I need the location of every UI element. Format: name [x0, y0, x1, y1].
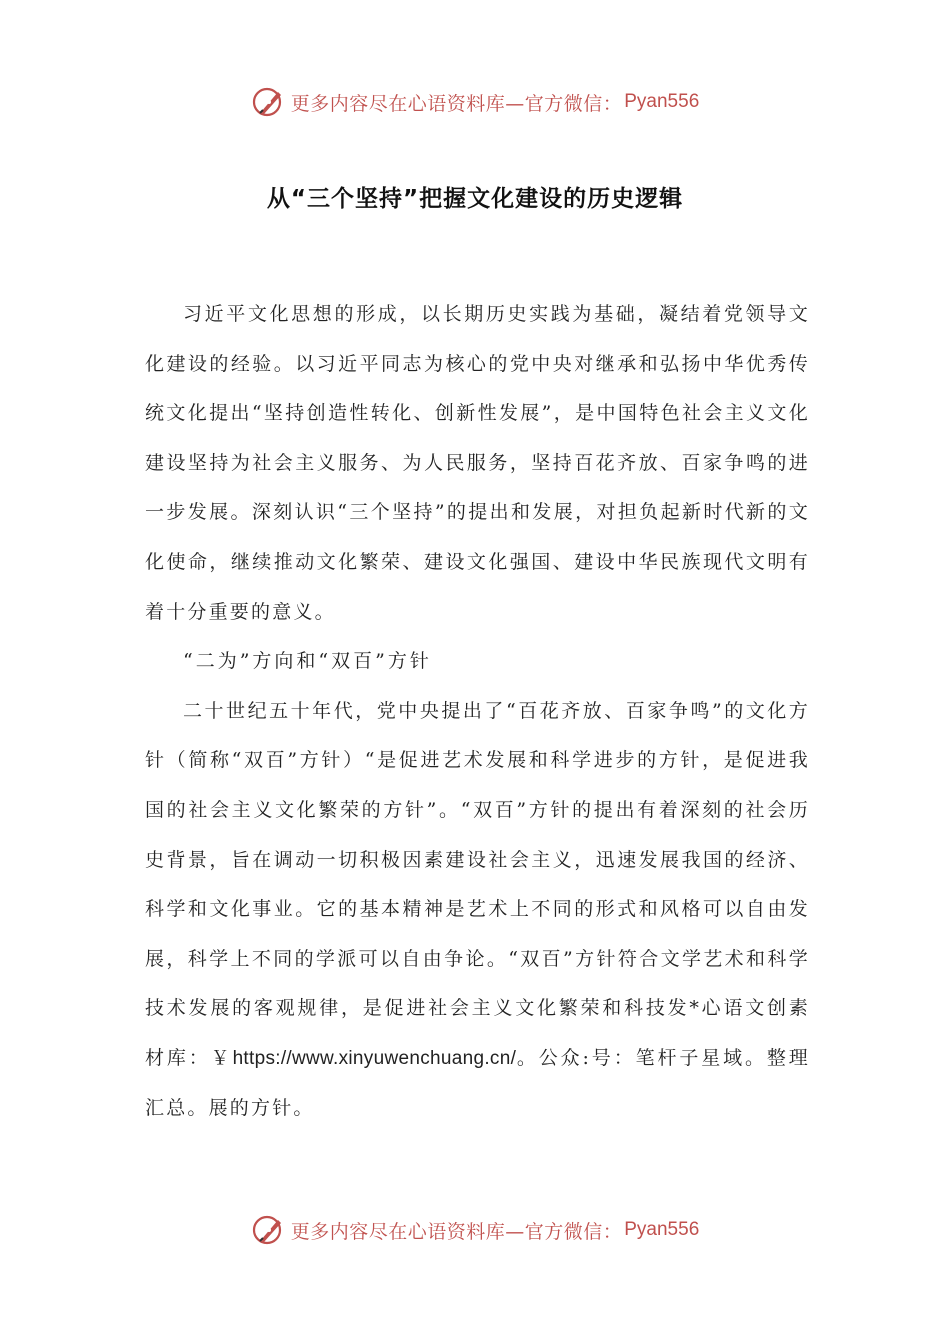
watermark-url[interactable]: https://www.xinyuwenchuang.cn/ [232, 1047, 517, 1069]
section-heading: “二为”方向和“双百”方针 [183, 650, 432, 673]
quill-logo-icon [251, 1212, 287, 1248]
paragraph-text: 二十世纪五十年代，党中央提出了“百花齐放、百家争鸣”的文化方针（简称“双百”方针）“是促进艺术发展和科学进步的方针，是促进我国的社会主义文化繁荣的方针”。“双百”方针的提出有着深刻的社会历史背景，旨在调动一切积极因素建设社会主义，迅速发展我国的经济、科学和文化事业。它的基本精神是艺术上不同的形式和风格可以自由发展，科学上不同的学派可以自由争论。“双百”方针符合文学艺术和科学技术发展的客观规律，是促进社会主义文化繁荣和科技发 [145, 699, 810, 1020]
banner-account-text: Pyan556 [624, 1219, 700, 1240]
document-body [145, 290, 810, 1133]
paragraph [145, 687, 810, 1133]
watermark-tail: 。公众:号：笔杆子星域。整理汇总。展的方针。 [145, 1046, 810, 1119]
watermark-text: *心语文创素材库：￥ [145, 997, 810, 1069]
footer-banner [0, 1210, 950, 1250]
header-banner [0, 82, 950, 122]
banner-brand-text: 更多内容尽在心语资料库—官方微信： [290, 1220, 623, 1243]
banner-account-text: Pyan556 [624, 91, 700, 112]
paragraph: 习近平文化思想的形成，以长期历史实践为基础，凝结着党领导文化建设的经验。以习近平同志为核心的党中央对继承和弘扬中华优秀传统文化提出“坚持创造性转化、创新性发展”，是中国特色社会主义文化建设坚持为社会主义服务、为人民服务，坚持百花齐放、百家争鸣的进一步发展。深刻认识“三个坚持”的提出和发展，对担负起新时代新的文化使命，继续推动文化繁荣、建设文化强国、建设中华民族现代文明有着十分重要的意义。 [145, 303, 810, 623]
document-title: 从“三个坚持”把握文化建设的历史逻辑 [266, 186, 684, 212]
quill-logo-icon [251, 84, 287, 120]
banner-brand-text: 更多内容尽在心语资料库—官方微信： [290, 92, 623, 115]
